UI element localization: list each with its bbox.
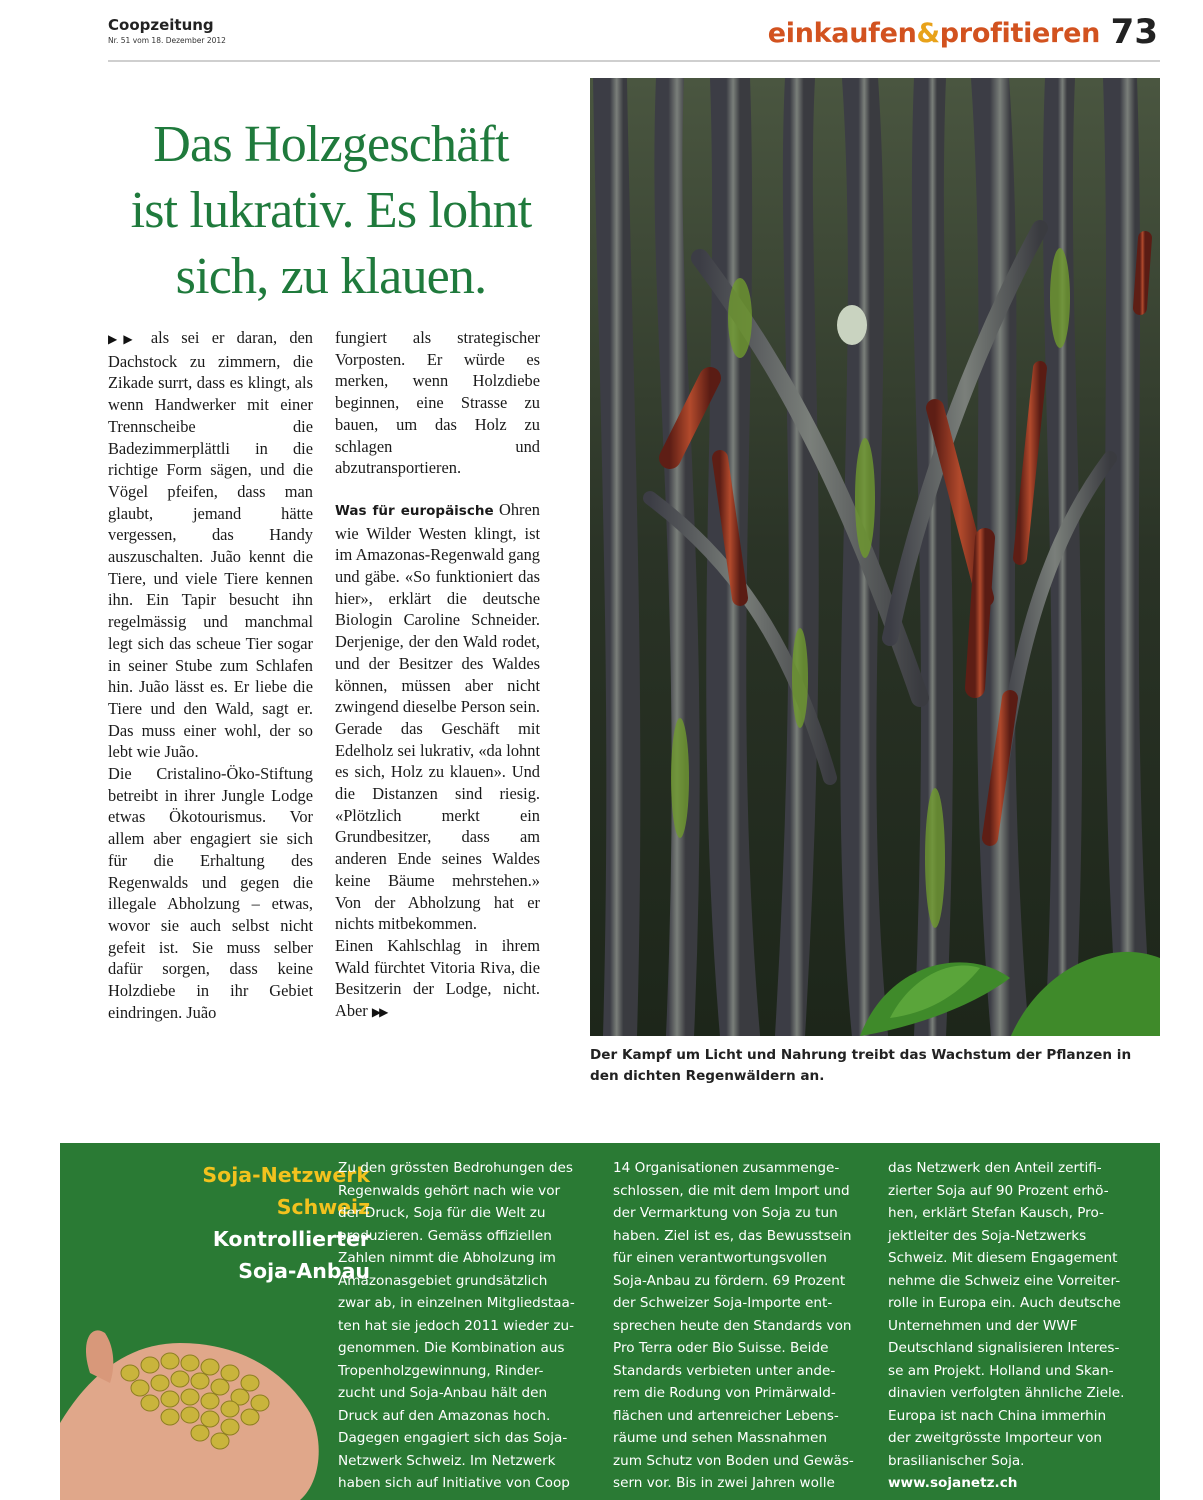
infobox-line: rem die Rodung von Primärwald- bbox=[613, 1385, 836, 1401]
infobox-line: sprechen heute den Standards von bbox=[613, 1317, 852, 1334]
infobox-line: Deutschland signalisieren Interes- bbox=[888, 1340, 1120, 1356]
infobox-column-3 bbox=[888, 1157, 1148, 1495]
article-paragraph bbox=[108, 327, 313, 763]
infobox-line: 14 Organisationen zusammenge- bbox=[613, 1160, 840, 1176]
infobox-line: der zweitgrösste Importeur von bbox=[888, 1430, 1103, 1446]
article-column-2 bbox=[335, 327, 540, 1024]
soja-infobox bbox=[60, 1143, 1160, 1500]
paragraph-gap bbox=[335, 479, 540, 499]
infobox-line: zwar ab, in einzelnen Mitgliedstaa- bbox=[338, 1295, 575, 1311]
page-header bbox=[108, 14, 1160, 62]
infobox-line: jektleiter des Soja-Netzwerks bbox=[888, 1227, 1087, 1244]
infobox-title-line-2: Schweiz bbox=[276, 1195, 370, 1219]
infobox-subtitle-line-2: Soja-Anbau bbox=[238, 1259, 370, 1283]
headline-line-2: ist lukrativ. Es lohnt bbox=[130, 182, 532, 239]
infobox-column-1 bbox=[338, 1157, 598, 1495]
infobox-line: zum Schutz von Boden und Gewäs- bbox=[613, 1452, 854, 1469]
infobox-line: rolle in Europa ein. Auch deutsche bbox=[888, 1295, 1121, 1311]
continuation-arrow-icon: ▶▶ bbox=[371, 1005, 387, 1020]
continuation-arrow-icon: ▶▶ bbox=[108, 332, 139, 346]
infobox-line: der Vermarktung von Soja zu tun bbox=[613, 1205, 838, 1221]
infobox-line: hen, erklärt Stefan Kausch, Pro- bbox=[888, 1205, 1104, 1221]
infobox-line: se am Projekt. Holland und Skan- bbox=[888, 1362, 1114, 1379]
infobox-line: Pro Terra oder Bio Suisse. Beide bbox=[613, 1340, 829, 1356]
infobox-line: produzieren. Gemäss offiziellen bbox=[338, 1227, 552, 1244]
infobox-line: Zahlen nimmt die Abholzung im bbox=[338, 1250, 556, 1266]
infobox-line: Soja-Anbau zu fördern. 69 Prozent bbox=[613, 1272, 846, 1289]
infobox-line: Europa ist nach China immerhin bbox=[888, 1407, 1107, 1424]
infobox-line: Regenwalds gehört nach wie vor bbox=[338, 1182, 561, 1199]
infobox-line: sern vor. Bis in zwei Jahren wolle bbox=[613, 1475, 835, 1491]
infobox-line: Zu den grössten Bedrohungen des bbox=[338, 1160, 573, 1176]
infobox-line: Standards verbieten unter ande- bbox=[613, 1362, 836, 1379]
infobox-line: der Schweizer Soja-Importe ent- bbox=[613, 1295, 833, 1311]
rainforest-photo bbox=[590, 78, 1160, 1036]
infobox-line: dinavien verfolgten ähnliche Ziele. bbox=[888, 1385, 1125, 1401]
infobox-line: Druck auf den Amazonas hoch. bbox=[338, 1407, 551, 1424]
infobox-subtitle-line-1: Kontrollierter bbox=[212, 1227, 370, 1251]
rainforest-roots-image bbox=[590, 78, 1160, 1036]
sojanetz-link[interactable]: www.sojanetz.ch bbox=[888, 1475, 1018, 1491]
section-part1: einkaufen bbox=[767, 18, 917, 49]
infobox-line: Unternehmen und der WWF bbox=[888, 1317, 1078, 1334]
infobox-line: genommen. Die Kombination aus bbox=[338, 1340, 565, 1356]
infobox-line: schlossen, die mit dem Import und bbox=[613, 1182, 850, 1199]
section-title bbox=[768, 18, 1100, 49]
soybeans-in-hand-image bbox=[60, 1303, 330, 1500]
infobox-line: Dagegen engagiert sich das Soja- bbox=[338, 1430, 568, 1446]
headline-line-3: sich, zu klauen. bbox=[175, 248, 487, 305]
article-paragraph: Die Cristalino-Öko-Stiftung betreibt in ihrer Jungle Lodge etwas Ökotourismus. Vor allem aber engagiert sie sich für die Erhaltung des Regenwalds und gegen die illegale Abholzung – etwas, wovor sie auch selbst nicht gefeit ist. Sie muss selber dafür sorgen, dass keine Holzdiebe in ihr Gebiet eindringen. Juão bbox=[108, 764, 313, 1022]
issue-info: Nr. 51 vom 18. Dezember 2012 bbox=[108, 36, 226, 45]
infobox-title-line-1: Soja-Netzwerk bbox=[202, 1163, 370, 1187]
article-paragraph bbox=[335, 935, 540, 1024]
masthead: Coopzeitung bbox=[108, 16, 214, 34]
infobox-line: für einen verantwortungsvollen bbox=[613, 1250, 827, 1266]
infobox-line: ten hat sie jedoch 2011 wieder zu- bbox=[338, 1317, 574, 1334]
paragraph-text: Einen Kahlschlag in ihrem Wald fürchtet Vitoria Riva, die Besitzerin der Lodge, nicht. Aber bbox=[335, 935, 540, 1021]
infobox-line: nehme die Schweiz eine Vorreiter- bbox=[888, 1272, 1121, 1289]
infobox-line: zucht und Soja-Anbau hält den bbox=[338, 1385, 548, 1401]
article-column-1 bbox=[108, 327, 313, 1024]
infobox-column-2 bbox=[613, 1157, 873, 1495]
infobox-title bbox=[120, 1159, 370, 1287]
infobox-line: zierter Soja auf 90 Prozent erhö- bbox=[888, 1182, 1109, 1199]
infobox-line: räume und sehen Massnahmen bbox=[613, 1430, 828, 1446]
infobox-line: brasilianischer Soja. bbox=[888, 1452, 1025, 1469]
infobox-line: haben. Ziel ist es, das Bewusstsein bbox=[613, 1227, 852, 1244]
article-paragraph: fungiert als strategischer Vorposten. Er würde es merken, wenn Holzdiebe beginnen, eine Strasse zu bauen, um das Holz zu schlagen und abzutransportieren. bbox=[335, 328, 540, 478]
section-part2: profitieren bbox=[939, 18, 1100, 49]
infobox-line: der Druck, Soja für die Welt zu bbox=[338, 1205, 546, 1221]
headline bbox=[96, 112, 566, 310]
infobox-line: Tropenholzgewinnung, Rinder- bbox=[338, 1362, 544, 1379]
section-amp: & bbox=[916, 18, 940, 49]
infobox-line: das Netzwerk den Anteil zertifi- bbox=[888, 1160, 1102, 1176]
infobox-line: flächen und artenreicher Lebens- bbox=[613, 1407, 839, 1424]
infobox-line: Schweiz. Mit diesem Engagement bbox=[888, 1250, 1118, 1266]
infobox-line: Amazonasgebiet grundsätzlich bbox=[338, 1272, 548, 1289]
photo-caption: Der Kampf um Licht und Nahrung treibt das Wachstum der Pflanzen in den dichten Regenwäldern an. bbox=[590, 1047, 1132, 1084]
headline-line-1: Das Holzgeschäft bbox=[153, 116, 509, 173]
paragraph-text: als sei er daran, den Dachstock zu zimmern, die Zikade surrt, dass es klingt, als wenn Handwerker mit einer Trennscheibe die Badezimmerplättli in die richtige Form sägen, und die Vögel pfeifen, dass man glaubt, jemand hätte vergessen, das Handy auszuschalten. Juão kennt die Tiere, und viele Tiere kennen ihn. Ein Tapir besucht ihn regelmässig und manchmal legt sich das scheue Tier sogar in seiner Stube zum Schlafen hin. Juão lässt es. Er liebe die Tiere und den Wald, sagt er. Das muss einer wohl, der so lebt wie Juão. bbox=[108, 328, 313, 762]
article-paragraph bbox=[335, 499, 540, 935]
paragraph-text: Ohren wie Wilder Westen klingt, ist im Amazonas-Regenwald gang und gäbe. «So funktioniert das hier», erklärt die deutsche Biologin Caroline Schneider. Derjenige, der den Wald rodet, und der Besitzer des Waldes können, müssen aber nicht zwingend dieselbe Person sein. Gerade das Geschäft mit Edelholz sei lukrativ, «da lohnt es sich, Holz zu klauen». Und die Distanzen sind riesig. «Plötzlich merkt ein Grundbesitzer, dass am anderen Ende seines Waldes keine Bäume mehrstehen.» Von der Abholzung hat er nichts mitbekommen. bbox=[335, 499, 540, 934]
page-number: 73 bbox=[1110, 12, 1158, 52]
lead-in: Was für europäische bbox=[335, 502, 494, 519]
infobox-line: haben sich auf Initiative von Coop bbox=[338, 1475, 570, 1491]
infobox-line: Netzwerk Schweiz. Im Netzwerk bbox=[338, 1452, 556, 1469]
